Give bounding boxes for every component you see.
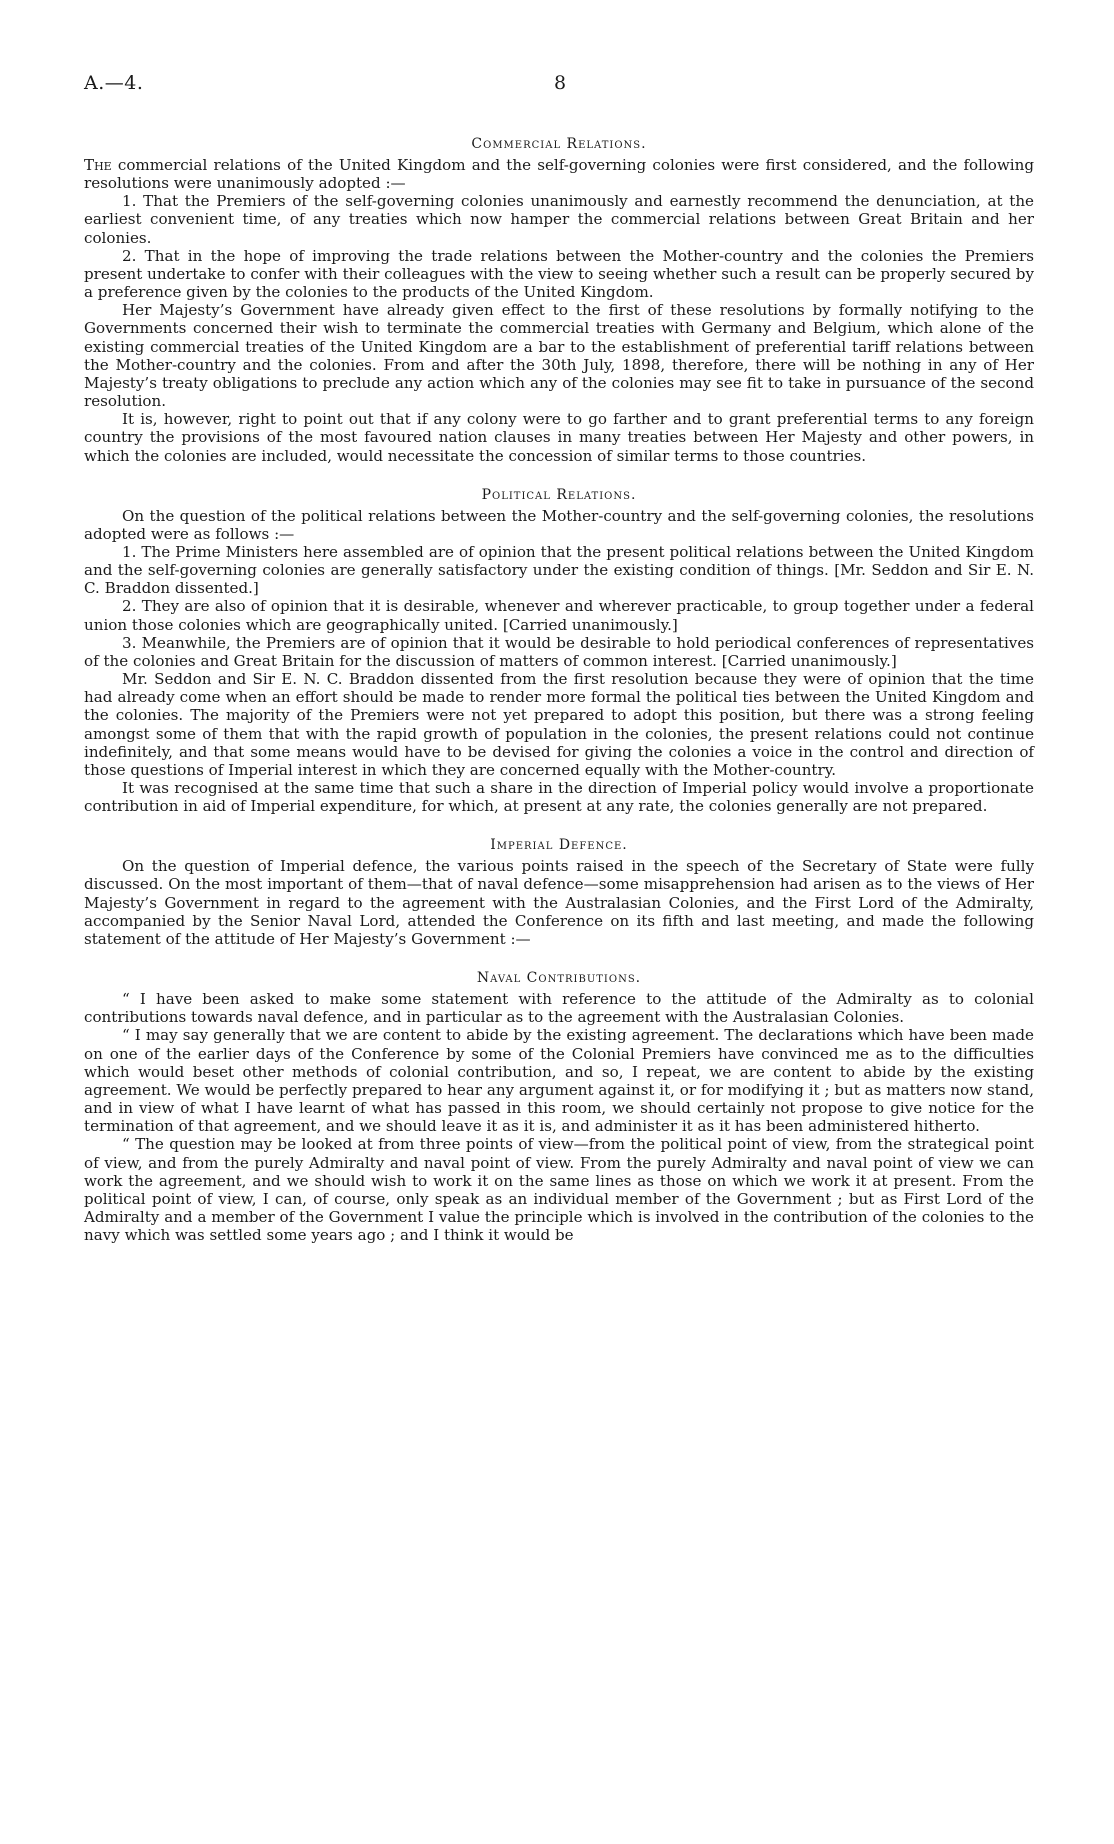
quoted-paragraph: “ I have been asked to make some statement with reference to the attitude of the Admiralty as to colonial contributions towards naval defence, and in particular as to the agreement with the Australasian Colonies. [84,990,1034,1027]
section-political-relations [84,485,1034,816]
paragraph: It is, however, right to point out that if any colony were to go farther and to grant preferential terms to any foreign country the provisions of the most favoured nation clauses in many treaties between Her Majesty and other powers, in which the colonies are included, would necessitate the concession of similar terms to those countries. [84,410,1034,465]
document-reference: A.—4. [84,72,144,94]
section-heading: Commercial Relations. [471,136,647,152]
page-header [84,72,1030,96]
section-imperial-defence [84,835,1034,948]
section-heading: Imperial Defence. [490,837,628,854]
paragraph: On the question of the political relations between the Mother-country and the self-governing colonies, the resolutions adopted were as follows :— [84,506,1034,543]
section-naval-contributions [84,968,1034,1244]
resolution-paragraph: 2. That in the hope of improving the trade relations between the Mother-country and the colonies the Premiers present undertake to confer with their colleagues with the view to seeing whether such a result can be properly secured by a preference given by the colonies to the products of the United Kingdom. [84,246,1034,302]
lead-word: The [84,156,112,174]
paragraph: Mr. Seddon and Sir E. N. C. Braddon dissented from the first resolution because they were of opinion that the time had already come when an effort should be made to render more formal the political ties between the United Kingdom and the colonies. The majority of the Premiers were not yet prepared to adopt this position, but there was a strong feeling amongst some of them that with the rapid growth of population in the colonies, the present relations could not continue indefinitely, and that some means would have to be devised for giving the colonies a voice in the control and direction of those questions of Imperial interest in which they are concerned equally with the Mother-country. [84,670,1034,779]
page-content [84,134,1034,1244]
paragraph: It was recognised at the same time that such a share in the direction of Imperial policy would involve a proportionate contribution in aid of Imperial expenditure, for which, at present at any rate, the colonies generally are not prepared. [84,779,1034,816]
quoted-paragraph: “ I may say generally that we are content to abide by the existing agreement. The declarations which have been made on one of the earlier days of the Conference by some of the Colonial Premiers have convinced me as to the difficulties which would beset other methods of colonial contribution, and so, I repeat, we are content to abide by the existing agreement. We would be perfectly prepared to hear any argument against it, or for modifying it ; but as matters now stand, and in view of what I have learnt of what has passed in this room, we should certainly not propose to give notice for the termination of that agreement, and we should leave it as it is, and administer it as it has been administered hitherto. [84,1026,1034,1136]
quoted-paragraph: “ The question may be looked at from three points of view—from the political point of view, from the strategical point of view, and from the purely Admiralty and naval point of view. From the purely Admiralty and naval point of view we can work the agreement, and we should wish to work it on the same lines as those on which we work it at present. From the political point of view, I can, of course, only speak as an individual member of the Government ; but as First Lord of the Admiralty and a member of the Government I value the principle which is involved in the contribution of the colonies to the navy which was settled some years ago ; and I think it would be [84,1135,1034,1245]
resolution-paragraph: 1. That the Premiers of the self-governing colonies unanimously and earnestly recommend the denunciation, at the earliest convenient time, of any treaties which now hamper the commercial relations between Great Britain and her colonies. [84,192,1034,247]
section-heading: Naval Contributions. [476,970,642,987]
paragraph [84,156,1034,192]
section-heading: Political Relations. [481,486,637,503]
resolution-paragraph: 1. The Prime Ministers here assembled are of opinion that the present political relations between the United Kingdom and the self-governing colonies are generally satisfactory under the existing condition of things. [Mr. Seddon and Sir E. N. C. Braddon dissented.] [84,542,1034,598]
paragraph: On the question of Imperial defence, the various points raised in the speech of the Secretary of State were fully discussed. On the most important of them—that of naval defence—some misapprehension had arisen as to the views of Her Majesty’s Government in regard to the agreement with the Australasian Colonies, and the First Lord of the Admiralty, accompanied by the Senior Naval Lord, attended the Conference on its fifth and last meeting, and made the following statement of the attitude of Her Majesty’s Government :— [84,857,1034,948]
resolution-paragraph: 3. Meanwhile, the Premiers are of opinion that it would be desirable to hold periodical conferences of representatives of the colonies and Great Britain for the discussion of matters of common interest. [Carried unanimously.] [84,633,1034,670]
page-number: 8 [554,72,567,94]
paragraph-text: commercial relations of the United Kingdom and the self-governing colonies were first considered, and the following resolutions were unanimously adopted :— [84,156,1034,193]
section-commercial-relations [84,134,1034,465]
resolution-paragraph: 2. They are also of opinion that it is desirable, whenever and wherever practicable, to group together under a federal union those colonies which are geographically united. [Carried unanimously.] [84,597,1034,634]
paragraph: Her Majesty’s Government have already given effect to the first of these resolutions by formally notifying to the Governments concerned their wish to terminate the commercial treaties with Germany and Belgium, which alone of the existing commercial treaties of the United Kingdom are a bar to the establishment of preferential tariff relations between the Mother-country and the colonies. From and after the 30th July, 1898, therefore, there will be nothing in any of Her Majesty’s treaty obligations to preclude any action which any of the colonies may see fit to take in pursuance of the second resolution. [84,301,1034,411]
